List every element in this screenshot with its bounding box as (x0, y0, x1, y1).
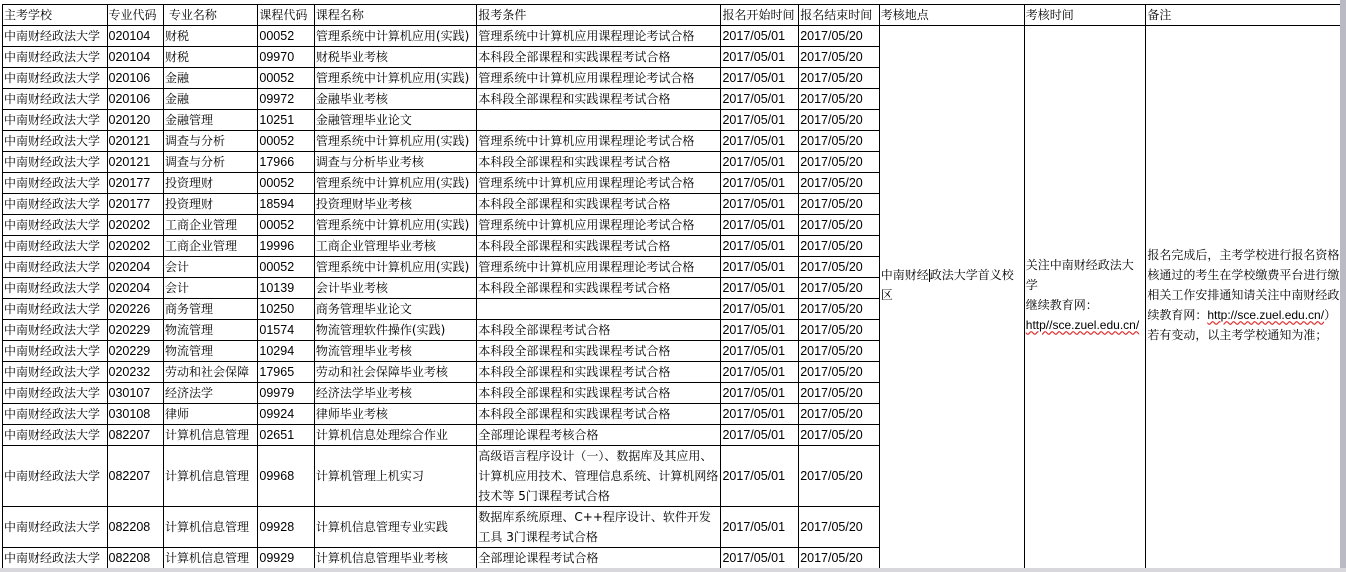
school-cell[interactable]: 中南财经政法大学 (3, 26, 108, 47)
major-code-cell[interactable]: 020106 (107, 68, 164, 89)
start-date-cell[interactable]: 2017/05/01 (721, 320, 799, 341)
major-code-cell[interactable]: 020121 (107, 131, 164, 152)
condition-cell[interactable]: 本科段全部课程和实践课程考试合格 (477, 278, 721, 299)
major-code-cell[interactable]: 082207 (107, 446, 164, 507)
start-date-cell[interactable]: 2017/05/01 (721, 194, 799, 215)
major-code-cell[interactable]: 082208 (107, 507, 164, 548)
major-name-cell[interactable]: 律师 (164, 404, 258, 425)
header-location[interactable]: 考核地点 (879, 5, 1024, 26)
remarks-line2: 核通过的考生在学校缴费平台进行缴 (1147, 267, 1340, 282)
major-code-cell[interactable]: 020177 (107, 173, 164, 194)
course-code-cell[interactable]: 00052 (258, 131, 315, 152)
remarks-line5: 若有变动，以主考学校通知为准； (1147, 327, 1328, 342)
course-name-cell[interactable]: 管理系统中计算机应用(实践) (314, 26, 476, 47)
start-date-cell[interactable]: 2017/05/01 (721, 47, 799, 68)
end-date-cell[interactable]: 2017/05/20 (799, 507, 880, 548)
school-cell[interactable]: 中南财经政法大学 (3, 341, 108, 362)
school-cell[interactable]: 中南财经政法大学 (3, 194, 108, 215)
course-code-cell[interactable]: 10251 (258, 110, 315, 131)
course-name-cell[interactable]: 计算机管理上机实习 (314, 446, 476, 507)
course-name-cell[interactable]: 物流管理毕业考核 (314, 341, 476, 362)
end-date-cell[interactable]: 2017/05/20 (799, 236, 880, 257)
school-cell[interactable]: 中南财经政法大学 (3, 404, 108, 425)
exam-registration-table (2, 4, 1346, 569)
start-date-cell[interactable]: 2017/05/01 (721, 26, 799, 47)
major-name-cell[interactable]: 物流管理 (164, 320, 258, 341)
major-code-cell[interactable]: 030108 (107, 404, 164, 425)
start-date-cell[interactable]: 2017/05/01 (721, 152, 799, 173)
condition-cell[interactable]: 本科段全部课程和实践课程考试合格 (477, 236, 721, 257)
remarks-line3: 相关工作安排通知请关注中南财经政 (1147, 287, 1340, 302)
major-name-cell[interactable]: 投资理财 (164, 173, 258, 194)
remarks-line4-end: ） (1324, 307, 1337, 322)
exam-time-cell[interactable] (1024, 26, 1146, 569)
school-cell[interactable]: 中南财经政法大学 (3, 131, 108, 152)
end-date-cell[interactable]: 2017/05/20 (799, 173, 880, 194)
end-date-cell[interactable]: 2017/05/20 (799, 68, 880, 89)
condition-cell[interactable]: 本科段全部课程和实践课程考试合格 (477, 194, 721, 215)
school-cell[interactable]: 中南财经政法大学 (3, 320, 108, 341)
course-name-cell[interactable]: 经济法学毕业考核 (314, 383, 476, 404)
end-date-cell[interactable]: 2017/05/20 (799, 194, 880, 215)
end-date-cell[interactable]: 2017/05/20 (799, 548, 880, 569)
course-code-cell[interactable]: 18594 (258, 194, 315, 215)
end-date-cell[interactable]: 2017/05/20 (799, 278, 880, 299)
start-date-cell[interactable]: 2017/05/01 (721, 236, 799, 257)
exam-time-line1: 关注中南财经政法大学 (1025, 257, 1134, 292)
major-name-cell[interactable]: 财税 (164, 26, 258, 47)
end-date-cell[interactable]: 2017/05/20 (799, 320, 880, 341)
header-school[interactable]: 主考学校 (3, 5, 108, 26)
course-code-cell[interactable]: 09972 (258, 89, 315, 110)
condition-cell[interactable]: 管理系统中计算机应用课程理论考试合格 (477, 68, 721, 89)
condition-cell[interactable] (477, 110, 721, 131)
course-code-cell[interactable]: 00052 (258, 173, 315, 194)
school-cell[interactable]: 中南财经政法大学 (3, 362, 108, 383)
condition-cell[interactable]: 本科段全部课程和实践课程考试合格 (477, 47, 721, 68)
header-course-code[interactable]: 课程代码 (258, 5, 315, 26)
start-date-cell[interactable]: 2017/05/01 (721, 446, 799, 507)
course-code-cell[interactable]: 10294 (258, 341, 315, 362)
end-date-cell[interactable]: 2017/05/20 (799, 47, 880, 68)
condition-cell[interactable]: 全部理论课程考试合格 (477, 548, 721, 569)
start-date-cell[interactable]: 2017/05/01 (721, 404, 799, 425)
course-code-cell[interactable]: 09924 (258, 404, 315, 425)
major-code-cell[interactable]: 020202 (107, 215, 164, 236)
condition-cell[interactable]: 本科段全部课程和实践课程考试合格 (477, 383, 721, 404)
school-cell[interactable]: 中南财经政法大学 (3, 383, 108, 404)
major-code-cell[interactable]: 082207 (107, 425, 164, 446)
course-name-cell[interactable]: 管理系统中计算机应用(实践) (314, 215, 476, 236)
course-name-cell[interactable]: 律师毕业考核 (314, 404, 476, 425)
major-code-cell[interactable]: 020229 (107, 320, 164, 341)
major-name-cell[interactable]: 财税 (164, 47, 258, 68)
school-cell[interactable]: 中南财经政法大学 (3, 299, 108, 320)
course-name-cell[interactable]: 劳动和社会保障毕业考核 (314, 362, 476, 383)
start-date-cell[interactable]: 2017/05/01 (721, 383, 799, 404)
major-name-cell[interactable]: 金融管理 (164, 110, 258, 131)
course-name-cell[interactable]: 管理系统中计算机应用(实践) (314, 173, 476, 194)
course-name-cell[interactable]: 调查与分析毕业考核 (314, 152, 476, 173)
location-text-b: 政法大学首义校区 (880, 267, 1014, 302)
start-date-cell[interactable]: 2017/05/01 (721, 548, 799, 569)
major-name-cell[interactable]: 计算机信息管理 (164, 507, 258, 548)
school-cell[interactable]: 中南财经政法大学 (3, 152, 108, 173)
end-date-cell[interactable]: 2017/05/20 (799, 110, 880, 131)
course-code-cell[interactable]: 10139 (258, 278, 315, 299)
course-code-cell[interactable]: 01574 (258, 320, 315, 341)
course-code-cell[interactable]: 09929 (258, 548, 315, 569)
condition-cell[interactable]: 本科段全部课程和实践课程考试合格 (477, 89, 721, 110)
school-cell[interactable]: 中南财经政法大学 (3, 215, 108, 236)
major-code-cell[interactable]: 030107 (107, 383, 164, 404)
condition-cell[interactable]: 本科段全部课程和实践课程考试合格 (477, 404, 721, 425)
start-date-cell[interactable]: 2017/05/01 (721, 257, 799, 278)
condition-cell[interactable]: 管理系统中计算机应用课程理论考试合格 (477, 131, 721, 152)
major-code-cell[interactable]: 020204 (107, 257, 164, 278)
start-date-cell[interactable]: 2017/05/01 (721, 341, 799, 362)
start-date-cell[interactable]: 2017/05/01 (721, 362, 799, 383)
major-name-cell[interactable]: 计算机信息管理 (164, 425, 258, 446)
start-date-cell[interactable]: 2017/05/01 (721, 89, 799, 110)
end-date-cell[interactable]: 2017/05/20 (799, 152, 880, 173)
condition-cell[interactable]: 本科段全部课程和实践课程考试合格 (477, 341, 721, 362)
course-code-cell[interactable]: 17966 (258, 152, 315, 173)
major-code-cell[interactable]: 020104 (107, 26, 164, 47)
course-name-cell[interactable]: 金融管理毕业论文 (314, 110, 476, 131)
condition-cell[interactable]: 管理系统中计算机应用课程理论考试合格 (477, 173, 721, 194)
major-name-cell[interactable]: 计算机信息管理 (164, 548, 258, 569)
end-date-cell[interactable]: 2017/05/20 (799, 215, 880, 236)
course-code-cell[interactable]: 09928 (258, 507, 315, 548)
school-cell[interactable]: 中南财经政法大学 (3, 425, 108, 446)
course-code-cell[interactable]: 17965 (258, 362, 315, 383)
condition-cell[interactable]: 全部理论课程考核合格 (477, 425, 721, 446)
course-name-cell[interactable]: 管理系统中计算机应用(实践) (314, 68, 476, 89)
end-date-cell[interactable]: 2017/05/20 (799, 131, 880, 152)
end-date-cell[interactable]: 2017/05/20 (799, 299, 880, 320)
major-name-cell[interactable]: 调查与分析 (164, 152, 258, 173)
major-code-cell[interactable]: 020232 (107, 362, 164, 383)
condition-cell[interactable]: 本科段全部课程和实践课程考试合格 (477, 152, 721, 173)
horizontal-scrollbar[interactable] (0, 568, 1346, 572)
header-course-name[interactable]: 课程名称 (314, 5, 476, 26)
course-code-cell[interactable]: 00052 (258, 215, 315, 236)
course-code-cell[interactable]: 00052 (258, 26, 315, 47)
condition-cell[interactable]: 本科段全部课程考试合格 (477, 320, 721, 341)
course-code-cell[interactable]: 00052 (258, 68, 315, 89)
school-cell[interactable]: 中南财经政法大学 (3, 548, 108, 569)
exam-location-cell[interactable] (879, 26, 1024, 569)
condition-cell[interactable]: 高级语言程序设计（一）、数据库及其应用、计算机应用技术、管理信息系统、计算机网络技术等 5门课程考试合格 (477, 446, 721, 507)
school-cell[interactable]: 中南财经政法大学 (3, 47, 108, 68)
header-start-date[interactable]: 报名开始时间 (721, 5, 799, 26)
start-date-cell[interactable]: 2017/05/01 (721, 215, 799, 236)
condition-cell[interactable]: 数据库系统原理、C++程序设计、软件开发工具 3门课程考试合格 (477, 507, 721, 548)
spreadsheet-grid (2, 4, 1346, 569)
school-cell[interactable]: 中南财经政法大学 (3, 257, 108, 278)
course-name-cell[interactable]: 财税毕业考核 (314, 47, 476, 68)
major-name-cell[interactable]: 物流管理 (164, 341, 258, 362)
end-date-cell[interactable]: 2017/05/20 (799, 404, 880, 425)
school-cell[interactable]: 中南财经政法大学 (3, 278, 108, 299)
major-name-cell[interactable]: 投资理财 (164, 194, 258, 215)
major-name-cell[interactable]: 会计 (164, 257, 258, 278)
start-date-cell[interactable]: 2017/05/01 (721, 131, 799, 152)
condition-cell[interactable]: 管理系统中计算机应用课程理论考试合格 (477, 26, 721, 47)
major-code-cell[interactable]: 020229 (107, 341, 164, 362)
start-date-cell[interactable]: 2017/05/01 (721, 278, 799, 299)
course-name-cell[interactable]: 工商企业管理毕业考核 (314, 236, 476, 257)
course-code-cell[interactable]: 02651 (258, 425, 315, 446)
major-code-cell[interactable]: 020177 (107, 194, 164, 215)
major-name-cell[interactable]: 会计 (164, 278, 258, 299)
remarks-line4-text: 续教育网： (1147, 307, 1208, 322)
course-name-cell[interactable]: 计算机信息管理专业实践 (314, 507, 476, 548)
course-name-cell[interactable]: 投资理财毕业考核 (314, 194, 476, 215)
end-date-cell[interactable]: 2017/05/20 (799, 362, 880, 383)
major-code-cell[interactable]: 082208 (107, 548, 164, 569)
major-name-cell[interactable]: 工商企业管理 (164, 215, 258, 236)
course-code-cell[interactable]: 09970 (258, 47, 315, 68)
header-major-name[interactable]: 专业名称 (164, 5, 258, 26)
start-date-cell[interactable]: 2017/05/01 (721, 425, 799, 446)
course-name-cell[interactable]: 管理系统中计算机应用(实践) (314, 131, 476, 152)
location-text-a: 中南财经 (880, 267, 929, 282)
start-date-cell[interactable]: 2017/05/01 (721, 173, 799, 194)
remarks-link[interactable]: http://sce.zuel.edu.cn/ (1207, 307, 1325, 322)
exam-time-line2: 继续教育网： (1025, 297, 1098, 312)
start-date-cell[interactable]: 2017/05/01 (721, 110, 799, 131)
course-code-cell[interactable]: 09968 (258, 446, 315, 507)
course-name-cell[interactable]: 计算机信息处理综合作业 (314, 425, 476, 446)
major-code-cell[interactable]: 020204 (107, 278, 164, 299)
condition-cell[interactable]: 本科段全部课程和实践课程考试合格 (477, 362, 721, 383)
major-code-cell[interactable]: 020202 (107, 236, 164, 257)
condition-cell[interactable] (477, 299, 721, 320)
major-code-cell[interactable]: 020106 (107, 89, 164, 110)
major-name-cell[interactable]: 经济法学 (164, 383, 258, 404)
start-date-cell[interactable]: 2017/05/01 (721, 68, 799, 89)
major-name-cell[interactable]: 金融 (164, 68, 258, 89)
major-code-cell[interactable]: 020120 (107, 110, 164, 131)
major-code-cell[interactable]: 020226 (107, 299, 164, 320)
course-name-cell[interactable]: 商务管理毕业论文 (314, 299, 476, 320)
end-date-cell[interactable]: 2017/05/20 (799, 446, 880, 507)
exam-time-link[interactable]: http//sce.zuel.edu.cn/ (1025, 317, 1140, 332)
course-name-cell[interactable]: 金融毕业考核 (314, 89, 476, 110)
course-code-cell[interactable]: 10250 (258, 299, 315, 320)
remarks-cell[interactable] (1146, 26, 1346, 569)
major-name-cell[interactable]: 调查与分析 (164, 131, 258, 152)
school-cell[interactable]: 中南财经政法大学 (3, 89, 108, 110)
start-date-cell[interactable]: 2017/05/01 (721, 507, 799, 548)
course-name-cell[interactable]: 计算机信息管理毕业考核 (314, 548, 476, 569)
end-date-cell[interactable]: 2017/05/20 (799, 26, 880, 47)
course-code-cell[interactable]: 19996 (258, 236, 315, 257)
course-code-cell[interactable]: 09979 (258, 383, 315, 404)
remarks-line1: 报名完成后，主考学校进行报名资格 (1147, 247, 1340, 262)
school-cell[interactable]: 中南财经政法大学 (3, 446, 108, 507)
major-name-cell[interactable]: 计算机信息管理 (164, 446, 258, 507)
header-end-date[interactable]: 报名结束时间 (799, 5, 880, 26)
end-date-cell[interactable]: 2017/05/20 (799, 425, 880, 446)
table-row (3, 26, 1346, 47)
header-row (3, 5, 1346, 26)
condition-cell[interactable]: 管理系统中计算机应用课程理论考试合格 (477, 257, 721, 278)
school-cell[interactable]: 中南财经政法大学 (3, 110, 108, 131)
end-date-cell[interactable]: 2017/05/20 (799, 89, 880, 110)
header-major-code[interactable]: 专业代码 (107, 5, 164, 26)
end-date-cell[interactable]: 2017/05/20 (799, 341, 880, 362)
start-date-cell[interactable]: 2017/05/01 (721, 299, 799, 320)
end-date-cell[interactable]: 2017/05/20 (799, 257, 880, 278)
end-date-cell[interactable]: 2017/05/20 (799, 383, 880, 404)
course-name-cell[interactable]: 会计毕业考核 (314, 278, 476, 299)
major-name-cell[interactable]: 劳动和社会保障 (164, 362, 258, 383)
school-cell[interactable]: 中南财经政法大学 (3, 507, 108, 548)
header-condition[interactable]: 报考条件 (477, 5, 721, 26)
major-code-cell[interactable]: 020121 (107, 152, 164, 173)
vertical-scrollbar[interactable] (1340, 0, 1346, 572)
major-code-cell[interactable]: 020104 (107, 47, 164, 68)
header-exam-time[interactable]: 考核时间 (1024, 5, 1146, 26)
school-cell[interactable]: 中南财经政法大学 (3, 173, 108, 194)
major-name-cell[interactable]: 金融 (164, 89, 258, 110)
school-cell[interactable]: 中南财经政法大学 (3, 68, 108, 89)
course-name-cell[interactable]: 物流管理软件操作(实践) (314, 320, 476, 341)
major-name-cell[interactable]: 商务管理 (164, 299, 258, 320)
school-cell[interactable]: 中南财经政法大学 (3, 236, 108, 257)
course-name-cell[interactable]: 管理系统中计算机应用(实践) (314, 257, 476, 278)
condition-cell[interactable]: 管理系统中计算机应用课程理论考试合格 (477, 215, 721, 236)
major-name-cell[interactable]: 工商企业管理 (164, 236, 258, 257)
header-remarks[interactable]: 备注 (1146, 5, 1346, 26)
course-code-cell[interactable]: 00052 (258, 257, 315, 278)
